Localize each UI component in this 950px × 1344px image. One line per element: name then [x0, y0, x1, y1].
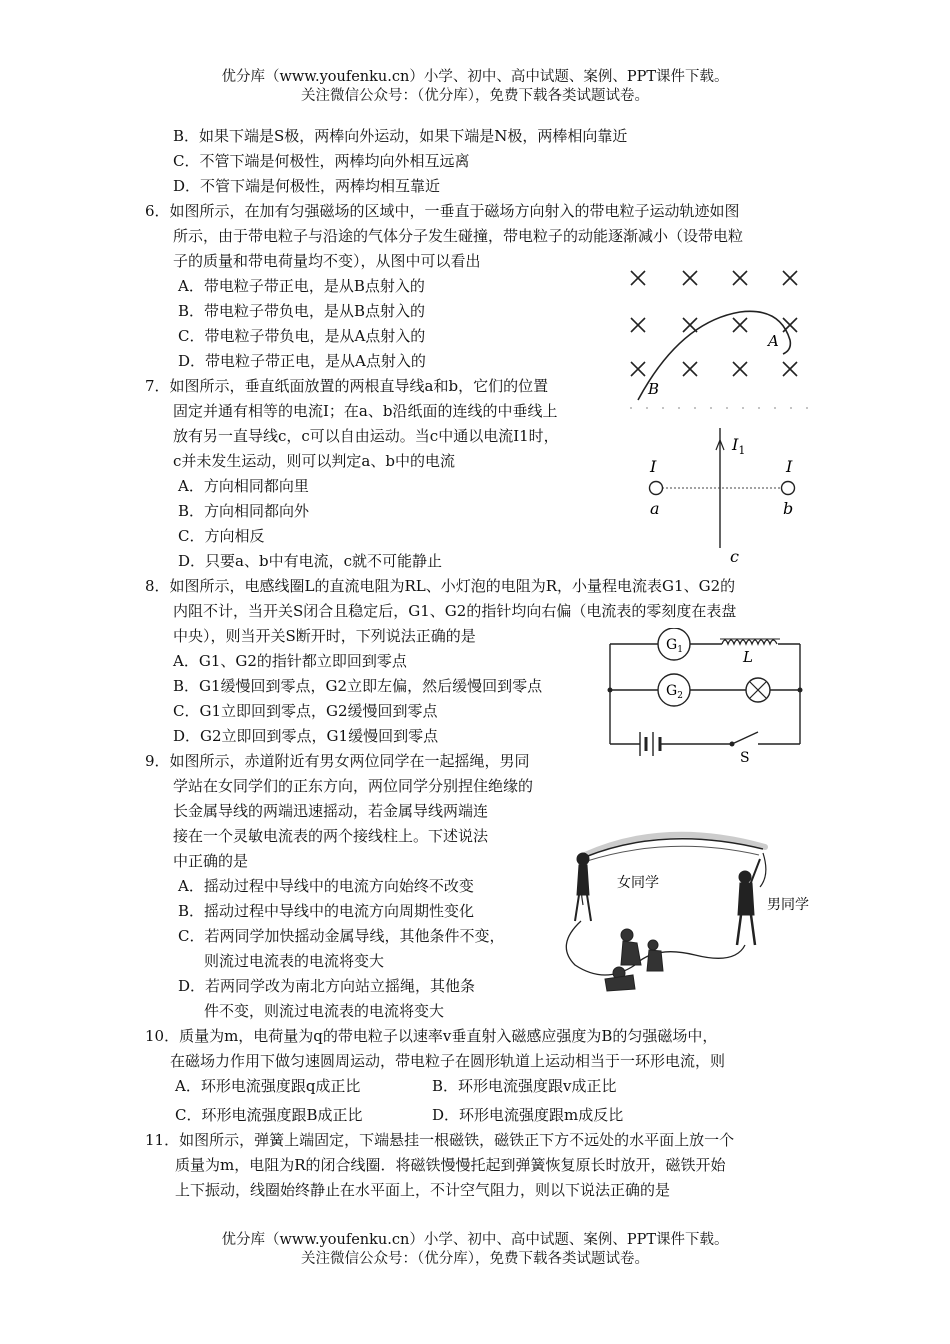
q7-option-b: B．方向相同都向外	[178, 502, 310, 520]
switch-s	[732, 732, 758, 744]
girl-figure	[575, 853, 591, 921]
q11-stem-line-1: 11．如图所示，弹簧上端固定，下端悬挂一根磁铁，磁铁正下方不远处的水平面上放一个	[145, 1131, 735, 1149]
wire-a-label: a	[650, 499, 660, 518]
junction-left	[608, 688, 613, 693]
q9-stem-line-5: 中正确的是	[173, 852, 249, 870]
q9-stem-line-1: 9．如图所示，赤道附近有男女两位同学在一起摇绳，男同	[145, 752, 530, 770]
q11-stem-line-2: 质量为m，电阻为R的闭合线圈．将磁铁慢慢托起到弹簧恢复原长时放开，磁铁开始	[175, 1156, 726, 1174]
q7-wires-figure	[640, 420, 815, 570]
point-a-label: A	[768, 332, 779, 350]
page-footer-line-2: 关注微信公众号：（优分库），免费下载各类试题试卷。	[301, 1251, 649, 1267]
q8-option-b: B．G1缓慢回到零点，G2立即左偏，然后缓慢回到零点	[173, 677, 543, 695]
page-header-line-2: 关注微信公众号：（优分库），免费下载各类试题试卷。	[301, 88, 649, 104]
boy-figure	[737, 859, 760, 945]
q7-option-a: A．方向相同都向里	[178, 477, 309, 495]
current-i-left-label: I	[650, 457, 657, 476]
switch-label: S	[740, 750, 750, 766]
q6-magnetic-field-figure	[620, 262, 820, 412]
q8-stem-line-3: 中央），则当开关S断开时，下列说法正确的是	[173, 627, 476, 645]
page-header-line-1: 优分库（www.youfenku.cn）小学、初中、高中试题、案例、PPT课件下载。	[221, 69, 729, 85]
inductor-coil	[722, 640, 777, 644]
rope-lower	[587, 846, 759, 861]
q8-option-a: A．G1、G2的指针都立即回到零点	[173, 652, 407, 670]
wire-a	[650, 482, 663, 495]
q5-option-c: C．不管下端是何极性，两棒均向外相互远离	[173, 152, 470, 170]
q6-stem-line-2: 所示，由于带电粒子与沿途的气体分子发生碰撞，带电粒子的动能逐渐减小（设带电粒	[173, 227, 744, 245]
wire-b-label: b	[783, 499, 794, 518]
q5-option-b: B．如果下端是S极，两棒向外运动，如果下端是N极，两棒相向靠近	[173, 127, 628, 145]
q8-stem-line-1: 8．如图所示，电感线圈L的直流电阻为RL、小灯泡的电阻为R，小量程电流表G1、G2的	[145, 577, 736, 595]
field-crosses	[631, 271, 797, 376]
q6-option-c: C．带电粒子带负电，是从A点射入的	[178, 327, 426, 345]
q8-option-d: D．G2立即回到零点，G1缓慢回到零点	[173, 727, 439, 745]
q7-option-d: D．只要a、b中有电流，c就不可能静止	[178, 552, 442, 570]
q9-rope-skipping-figure	[545, 825, 820, 1005]
q7-option-c: C．方向相反	[178, 527, 265, 545]
circuit-wires	[610, 644, 800, 744]
q8-stem-line-2: 内阻不计，当开关S闭合且稳定后，G1、G2的指针均向右偏（电流表的零刻度在表盘	[173, 602, 737, 620]
q9-stem-line-3: 长金属导线的两端迅速摇动，若金属导线两端连	[173, 802, 489, 820]
q9-option-d-line-2: 件不变，则流过电流表的电流将变大	[204, 1002, 445, 1020]
q7-stem-line-4: c并未发生运动，则可以判定a、b中的电流	[173, 452, 455, 470]
page-footer-line-1: 优分库（www.youfenku.cn）小学、初中、高中试题、案例、PPT课件下载。	[221, 1232, 729, 1248]
q8-circuit-figure	[600, 628, 810, 768]
q6-option-d: D．带电粒子带正电，是从A点射入的	[178, 352, 426, 370]
battery	[640, 732, 660, 756]
q6-option-b: B．带电粒子带负电，是从B点射入的	[178, 302, 426, 320]
q8-option-c: C．G1立即回到零点，G2缓慢回到零点	[173, 702, 438, 720]
rope-motion-blur	[585, 835, 765, 855]
q7-stem-line-2: 固定并通有相等的电流I；在a、b沿纸面的连线的中垂线上	[173, 402, 558, 420]
inductor-label: L	[743, 648, 753, 666]
boy-label: 男同学	[767, 897, 809, 913]
current-i-right-label: I	[786, 457, 793, 476]
q9-stem-line-4: 接在一个灵敏电流表的两个接线柱上。下述说法	[173, 827, 489, 845]
q7-stem-line-3: 放有另一直导线c，c可以自由运动。当c中通以电流I1时，	[173, 427, 559, 445]
q9-option-a: A．摇动过程中导线中的电流方向始终不改变	[178, 877, 474, 895]
q10-option-a: A．环形电流强度跟q成正比	[175, 1077, 361, 1095]
current-i1-label: $I_1$	[732, 435, 746, 457]
q10-stem-line-2: 在磁场力作用下做匀速圆周运动，带电粒子在圆形轨道上运动相当于一环形电流，则	[170, 1052, 726, 1070]
q10-option-b: B．环形电流强度跟v成正比	[432, 1077, 617, 1095]
q7-stem-line-1: 7．如图所示，垂直纸面放置的两根直导线a和b，它们的位置	[145, 377, 549, 395]
q6-stem-line-3: 子的质量和带电荷量均不变），从图中可以看出	[173, 252, 481, 270]
meter-crouching-people	[605, 929, 663, 991]
particle-trajectory	[638, 311, 790, 400]
q6-stem-line-1: 6．如图所示，在加有匀强磁场的区域中，一垂直于磁场方向射入的带电粒子运动轨迹如图	[145, 202, 740, 220]
point-b-label: B	[648, 380, 660, 398]
q6-option-a: A．带电粒子带正电，是从B点射入的	[178, 277, 425, 295]
q9-stem-line-2: 学站在女同学们的正东方向，两位同学分别捏住绝缘的	[173, 777, 534, 795]
q9-option-c-line-2: 则流过电流表的电流将变大	[204, 952, 385, 970]
q9-option-d-line-1: D．若两同学改为南北方向站立摇绳，其他条	[178, 977, 476, 995]
junction-right	[798, 688, 803, 693]
q9-option-b: B．摇动过程中导线中的电流方向周期性变化	[178, 902, 475, 920]
q10-option-c: C．环形电流强度跟B成正比	[175, 1106, 363, 1124]
q10-stem-line-1: 10．质量为m，电荷量为q的带电粒子以速率v垂直射入磁感应强度为B的匀强磁场中，	[145, 1027, 718, 1045]
girl-label: 女同学	[617, 875, 659, 891]
q5-option-d: D．不管下端是何极性，两棒均相互靠近	[173, 177, 441, 195]
q9-option-c-line-1: C．若两同学加快摇动金属导线，其他条件不变，	[178, 927, 505, 945]
wire-c-label: c	[730, 547, 739, 566]
galvanometer-g2-label: $G_2$	[666, 683, 683, 701]
galvanometer-g1-label: $G_1$	[666, 637, 683, 655]
wire-b	[782, 482, 795, 495]
q11-stem-line-3: 上下振动，线圈始终静止在水平面上，不计空气阻力，则以下说法正确的是	[175, 1181, 671, 1199]
q10-option-d: D．环形电流强度跟m成反比	[432, 1106, 624, 1124]
